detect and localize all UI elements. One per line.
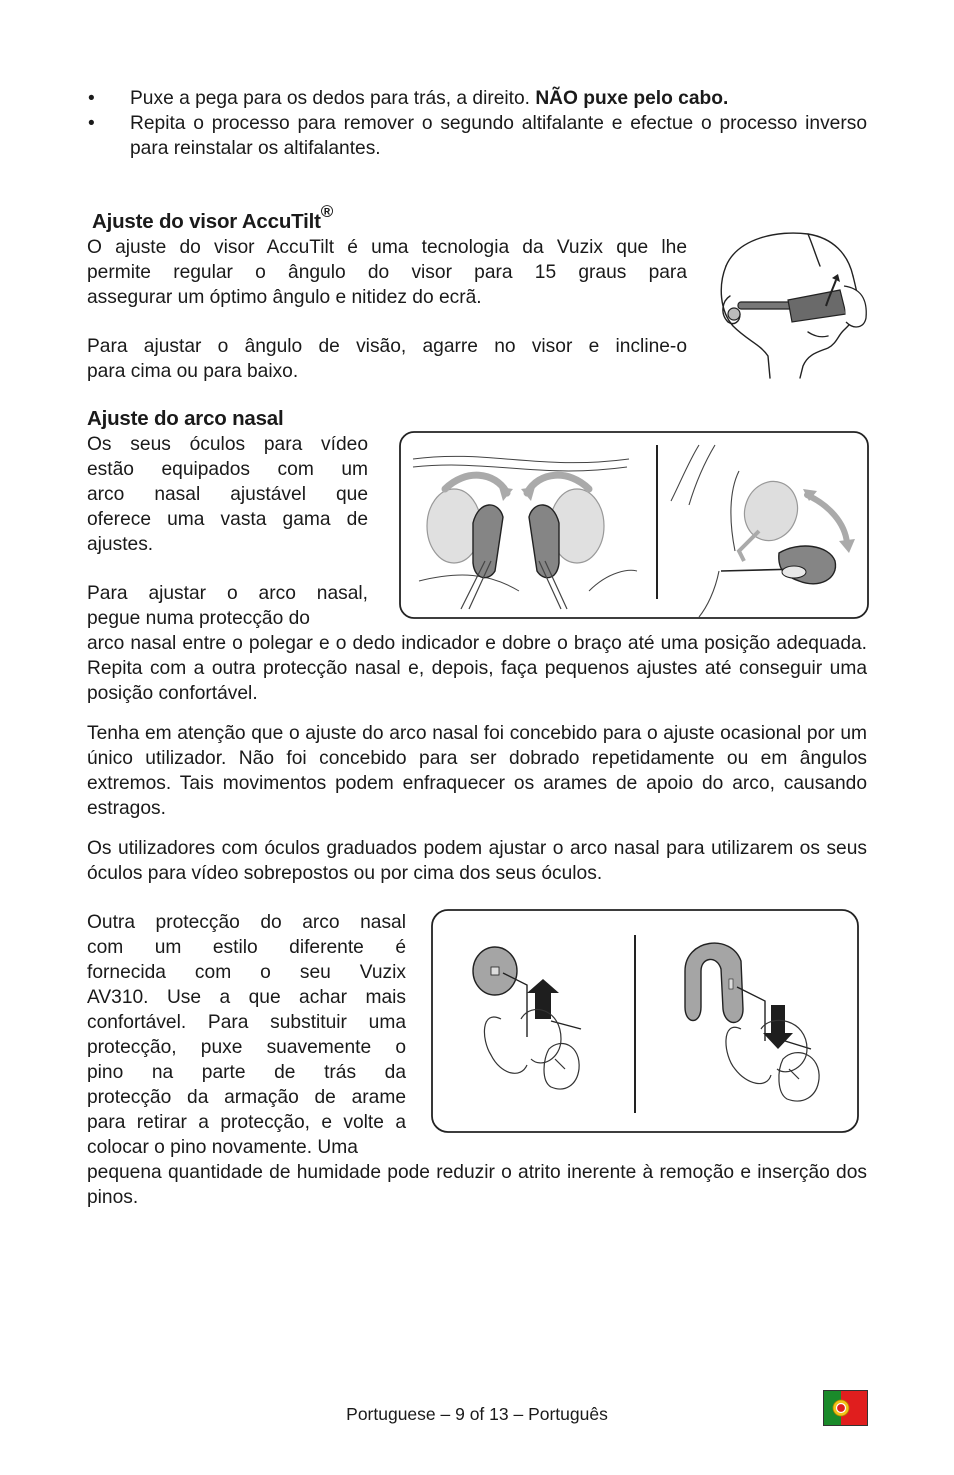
text-line: permite regular o ângulo do visor para 15 graus para: [87, 261, 687, 283]
text-line: assegurar um óptimo ângulo e nitidez do ecrã.: [87, 286, 482, 308]
text-line: arco nasal ajustável que: [87, 483, 368, 505]
bullet-text: Repita o processo para remover o segundo altifalante e efectue o processo inverso para reinstalar os altifalantes.: [130, 113, 867, 159]
pad-paragraph-start: [87, 910, 406, 1160]
bullet-text: Puxe a pega para os dedos para trás, a direito.: [130, 88, 536, 109]
accutilt-text: [87, 235, 687, 384]
bullet-item: [87, 86, 867, 111]
text-line: Os seus óculos para vídeo: [87, 433, 368, 455]
text-line: com um estilo diferente é: [87, 936, 406, 958]
text-line: oferece uma vasta gama de: [87, 508, 368, 530]
nasal-heading: Ajuste do arco nasal: [87, 406, 284, 430]
accutilt-heading-text: Ajuste do visor AccuTilt: [92, 209, 321, 233]
nasal-paragraph-3: Tenha em atenção que o ajuste do arco nasal foi concebido para o ajuste ocasional por um único utilizador. Não foi concebido para ser dobrado repetidamente ou em ângulos extremos. Tais movimentos podem enfraquecer os arames de apoio do arco, causando estragos.: [87, 722, 867, 819]
text-line: O ajuste do visor AccuTilt é uma tecnologia da Vuzix que lhe: [87, 236, 687, 258]
text-line: AV310. Use a que achar mais: [87, 986, 406, 1008]
text-line: Outra protecção do arco nasal: [87, 911, 406, 933]
nasal-paragraph-2-rest: arco nasal entre o polegar e o dedo indicador e dobre o braço até uma posição adequada. Repita com a outra protecção nasal e, depois, faça pequenos ajustes até conseguir uma posição confortável.: [87, 632, 867, 704]
bullet-list: [87, 86, 867, 161]
accutilt-paragraph-2: [87, 334, 687, 384]
nasal-paragraph-2-start: [87, 581, 368, 631]
bullet-bold-text: NÃO puxe pelo cabo.: [535, 88, 729, 109]
portugal-flag-icon: [823, 1390, 868, 1426]
text-line: protecção da armação de arame: [87, 1086, 406, 1108]
text-line: para retirar a protecção, e volte a: [87, 1111, 406, 1133]
nasal-paragraph-4: Os utilizadores com óculos graduados podem ajustar o arco nasal para utilizarem os seus óculos para vídeo sobrepostos ou por cima dos seus óculos.: [87, 837, 867, 884]
nasal-side-text: [87, 432, 368, 631]
pad-replacement-illustration: [431, 909, 859, 1133]
text-line: pegue numa protecção do: [87, 607, 310, 629]
text-line: pino na parte de trás da: [87, 1061, 406, 1083]
bullet-dot: •: [88, 88, 95, 109]
accutilt-paragraph-1: [87, 235, 687, 310]
text-line: Para ajustar o arco nasal,: [87, 582, 368, 604]
nasal-arc-illustration: [399, 431, 869, 619]
text-line: estão equipados com um: [87, 458, 368, 480]
text-line: para cima ou para baixo.: [87, 360, 299, 382]
text-line: fornecida com o seu Vuzix: [87, 961, 406, 983]
page-footer: Portuguese – 9 of 13 – Português: [346, 1404, 608, 1424]
text-line: colocar o pino novamente. Uma: [87, 1136, 358, 1158]
text-line: ajustes.: [87, 533, 154, 555]
accutilt-illustration: [708, 226, 870, 382]
text-line: protecção, puxe suavemente o: [87, 1036, 406, 1058]
registered-mark: ®: [320, 202, 334, 221]
text-line: confortável. Para substituir uma: [87, 1011, 406, 1033]
pad-paragraph-rest: pequena quantidade de humidade pode reduzir o atrito inerente à remoção e inserção dos pinos.: [87, 1161, 867, 1208]
pad-side-text: [87, 910, 406, 1160]
nasal-paragraph-1: [87, 432, 368, 557]
bullet-item: [87, 111, 867, 161]
text-line: Para ajustar o ângulo de visão, agarre no visor e incline-o: [87, 335, 687, 357]
bullet-dot: •: [88, 113, 95, 134]
